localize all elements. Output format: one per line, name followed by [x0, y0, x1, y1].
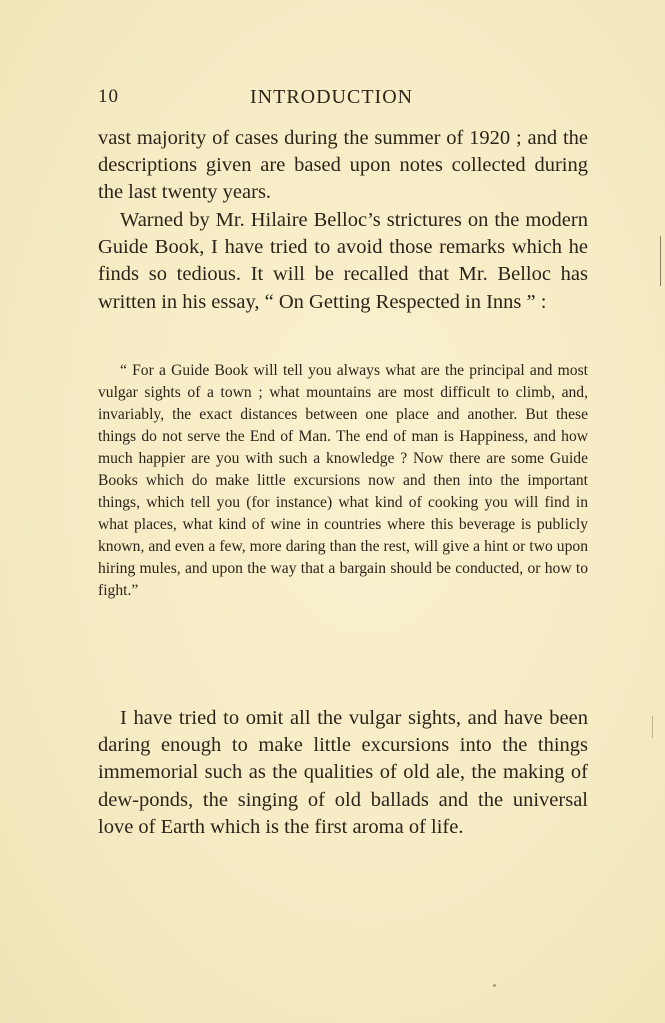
running-title: INTRODUCTION — [250, 86, 414, 108]
paragraph-belloc-intro: Warned by Mr. Hilaire Belloc’s strictures on the modern Guide Book, I have tried to avoid those remarks which he finds so tedious. It will be recalled that Mr. Belloc has written in his essay, “ On Getting Respected in Inns ” : — [98, 209, 588, 313]
paragraph-continuation: vast majority of cases during the summer of 1920 ; and the descriptions given are based upon notes collected during the last twenty years. — [98, 127, 588, 204]
paper-speck — [493, 984, 496, 987]
block-quote: “ For a Guide Book will tell you always what are the principal and most vulgar sights of a town ; what mountains are most difficult to climb, and, invariably, the exact distances between one place and another. But these things do not serve the End of Man. The end of man is Happiness, and how much happier are you with such a knowledge ? Now there are some Guide Books which do make little excursions now and then into the important things, which tell you (for instance) what kind of cooking you will find in what places, what kind of wine in countries where this beverage is publicly known, and even a few, more daring than the rest, will give a hint or two upon hiring mules, and upon the way that a bargain should be conducted, or how to fight.” — [98, 362, 588, 599]
margin-mark — [660, 236, 661, 286]
paragraph-closing: I have tried to omit all the vulgar sights, and have been daring enough to make little excursions into the things immemorial such as the qualities of old ale, the making of dew-ponds, the singing of old ballads and the universal love of Earth which is the first aroma of life. — [98, 707, 588, 838]
page-number: 10 — [98, 86, 119, 107]
running-head — [98, 86, 588, 114]
margin-mark — [652, 716, 653, 738]
